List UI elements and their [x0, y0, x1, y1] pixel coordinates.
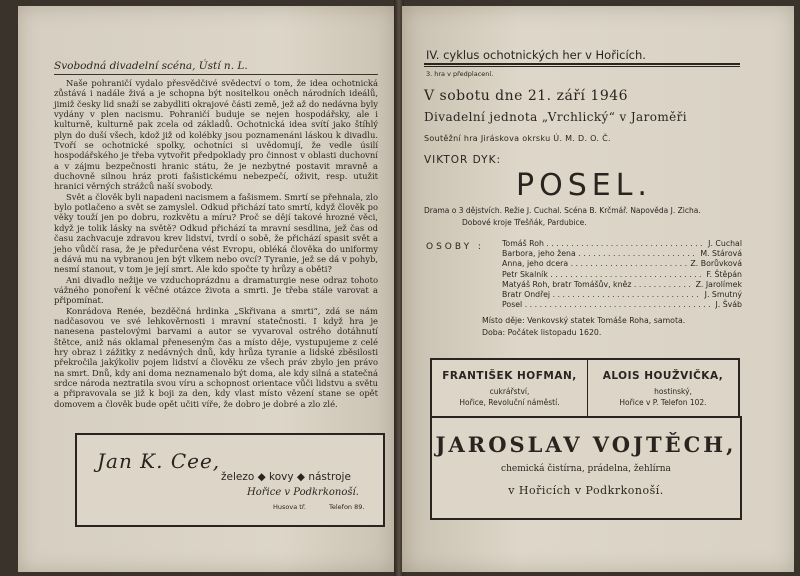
cycle-title: IV. cyklus ochotnických her v Hořicích.: [426, 48, 646, 62]
production-crew: Drama o 3 dějstvích. Režie J. Cuchal. Scéna B. Krčmář. Napověda J. Zicha.: [424, 206, 701, 215]
article-text: [54, 78, 378, 409]
theatre-troupe: Divadelní jednota „Vrchlický“ v Jaroměři: [424, 110, 688, 124]
cast-actor: J. Cuchal: [708, 239, 742, 248]
right-page: [402, 6, 794, 572]
setting-time: Doba: Počátek listopadu 1620.: [482, 328, 602, 337]
cast-role: Posel . . .: [502, 300, 712, 309]
play-title: POSEL.: [516, 168, 652, 203]
contest-note: Soutěžní hra Jiráskova okrsku Ú. M. D. O. Č.: [424, 134, 611, 143]
cast-row: [502, 239, 742, 249]
costumes-note: Dobové kroje Třešňák, Pardubice.: [462, 218, 587, 227]
cast-actor: M. Stárová: [700, 249, 742, 259]
cast-role: Anna, jeho dcera . . .: [502, 259, 687, 268]
left-page: [18, 6, 396, 572]
cast-role: Bratr Ondřej . . .: [502, 290, 702, 299]
advertisement-hofman: [430, 358, 589, 418]
ad-company-name: ALOIS HOUŽVIČKA,: [602, 370, 724, 382]
cast-role: Tomáš Roh . . .: [502, 239, 705, 248]
ad-town: Hořice v Podkrkonoší.: [247, 487, 359, 498]
cast-actor: F. Štěpán: [706, 269, 742, 279]
ad-trade: cukrářství,: [489, 387, 530, 396]
ad-town: v Hořicích v Podkrkonoší.: [508, 484, 664, 497]
cast-list: [502, 239, 742, 310]
cast-actor: Z. Borůvková: [690, 259, 742, 269]
setting-place: Místo děje: Venkovský statek Tomáše Roha, samota.: [482, 316, 686, 325]
cast-actor: J. Šváb: [715, 300, 742, 310]
cast-role: Matyáš Roh, bratr Tomášův, kněz . . .: [502, 280, 693, 289]
ad-trade: chemická čistírna, prádelna, žehlírna: [501, 464, 671, 474]
left-page-heading: Svobodná divadelní scéna, Ústí n. L.: [54, 60, 248, 72]
cycle-rule-thin: [424, 66, 740, 67]
cast-row: [502, 249, 742, 259]
performance-date: V sobotu dne 21. září 1946: [424, 88, 629, 104]
cast-role: Petr Skalník . . .: [502, 270, 703, 279]
ad-address: Hořice, Revoluční náměstí.: [459, 398, 560, 407]
heading-rule: [54, 74, 378, 75]
cast-row: [502, 259, 742, 269]
article-paragraph: Naše pohraničí vydalo přesvědčivé svědectví o tom, že idea ochotnická zůstává i nadále živá a je schopna být nositelkou oněch národních ideálů, jimiž česky lid snaží se zabydliti okrajové části země, jež až do nedávna byly vydány v plen nacismu. Pohraničí buduje se nejen hospodářsky, ale i kulturně, kulturně pak zcela od základů. Ochotnická idea svítí jako štíhlý plyn do duší všech, kdož již od kolébky jsou poznamenáni láskou k divadlu. Tvoří se ochotnické spolky, ochotníci si uvědomují, že vedle úsilí hospodářského je třeba vytvořit předpoklady pro činnost v oblasti duchovní a v zájmu bezpečnosti hranic státu, že je nezbytné postavit mravně a duchovně silnou hráz proti fašistickému nebezpečí, oživit, resp. utužit hranici věrných strážců naší svobody.: [54, 78, 378, 192]
article-paragraph: Svět a člověk byli napadeni nacismem a fašismem. Smrtí se přehnala, zlo bylo potlačeno a svět se zamyslel. Odkud přichází tato smrtí, když člověk po věky touží jen po dobru, rozkvětu a míru? Proč se dějí takové hrozné věci, když je tolik lásky na světě? Odkud přichází ta mravní sesdlina, jež čas od času zachvacuje zdravou krev lidství, tvrdí o sobě, že přichází spasit svět a jeho vůdčí rasa, že je předurčena vést Evropu, obléká člověka do uniformy a dává mu na vybranou jen být vlkem nebo ovcí? Tyranie, jež se dá v pohyb, nesmí stanout, v tom je její smrt. Ale kdo spočte ty hrůzy a oběti?: [54, 191, 378, 275]
cast-label: OSOBY :: [426, 242, 484, 252]
ad-company-name: Jan K. Cee,: [97, 449, 221, 473]
article-paragraph: Ani divadlo nežije ve vzduchoprázdnu a dramaturgie nese odraz tohoto vážného ponoření k věčné otázce života a smrti. Je třeba stále varovat a připomínat.: [54, 274, 378, 306]
presale-note: 3. hra v předplacení.: [426, 70, 494, 78]
article-paragraph: Konrádova Renée, bezděčná hrdinka „Skřivana a smrti“, zdá se nám nadčasovou ve své lehkověrnosti i mravní statečnosti. I když hra je nanesena pastelovými barvami a autor se vyvaroval ostrého dotáhnutí štětce, aniž nás oklamal přeneseným čas a místo děje, vystupujeme z celé hry obraz i zážitky z nedávných dnů, kdy hrůza tyranie a lidské zběsilosti překročila jakýkoliv pojem lidství a člověku ze všech práv zbylo jen právo na smrt. Dnů, kdy ani doma neznamenalo být doma, ale kdy silná a statečná srdce národa neztratila svou víru a schopnost orientace vůči lidstvu a světu a připravovala se již k boji za den, kdy vlast místo vězení stane se opět domovem a člověk bude opět učiti víře, že dobro je dobré a zlo zlé.: [54, 305, 378, 409]
cycle-rule: [424, 63, 740, 65]
ad-company-name: JAROSLAV VOJTĚCH,: [435, 432, 737, 457]
advertisement-vojtech: [430, 416, 742, 520]
ad-phone: Telefon 89.: [329, 503, 365, 511]
ad-goods: železo ◆ kovy ◆ nástroje: [221, 471, 351, 483]
ad-trade: hostinský,: [654, 387, 692, 396]
cast-actor: J. Smutný: [704, 289, 742, 299]
advertisement-houzvicka: [588, 358, 740, 418]
ad-street: Husova tř.: [273, 503, 306, 511]
cast-row: [502, 290, 742, 300]
ad-address: Hořice v P. Telefon 102.: [619, 398, 707, 407]
cast-row: [502, 300, 742, 310]
cast-row: [502, 280, 742, 290]
advertisement-jan-cee: [75, 433, 385, 527]
ad-company-name: FRANTIŠEK HOFMAN,: [442, 370, 577, 382]
cast-role: Barbora, jeho žena . . .: [502, 249, 697, 258]
cast-row: [502, 270, 742, 280]
play-author: VIKTOR DYK:: [424, 154, 502, 166]
cast-actor: Z. Jarolímek: [695, 279, 742, 289]
